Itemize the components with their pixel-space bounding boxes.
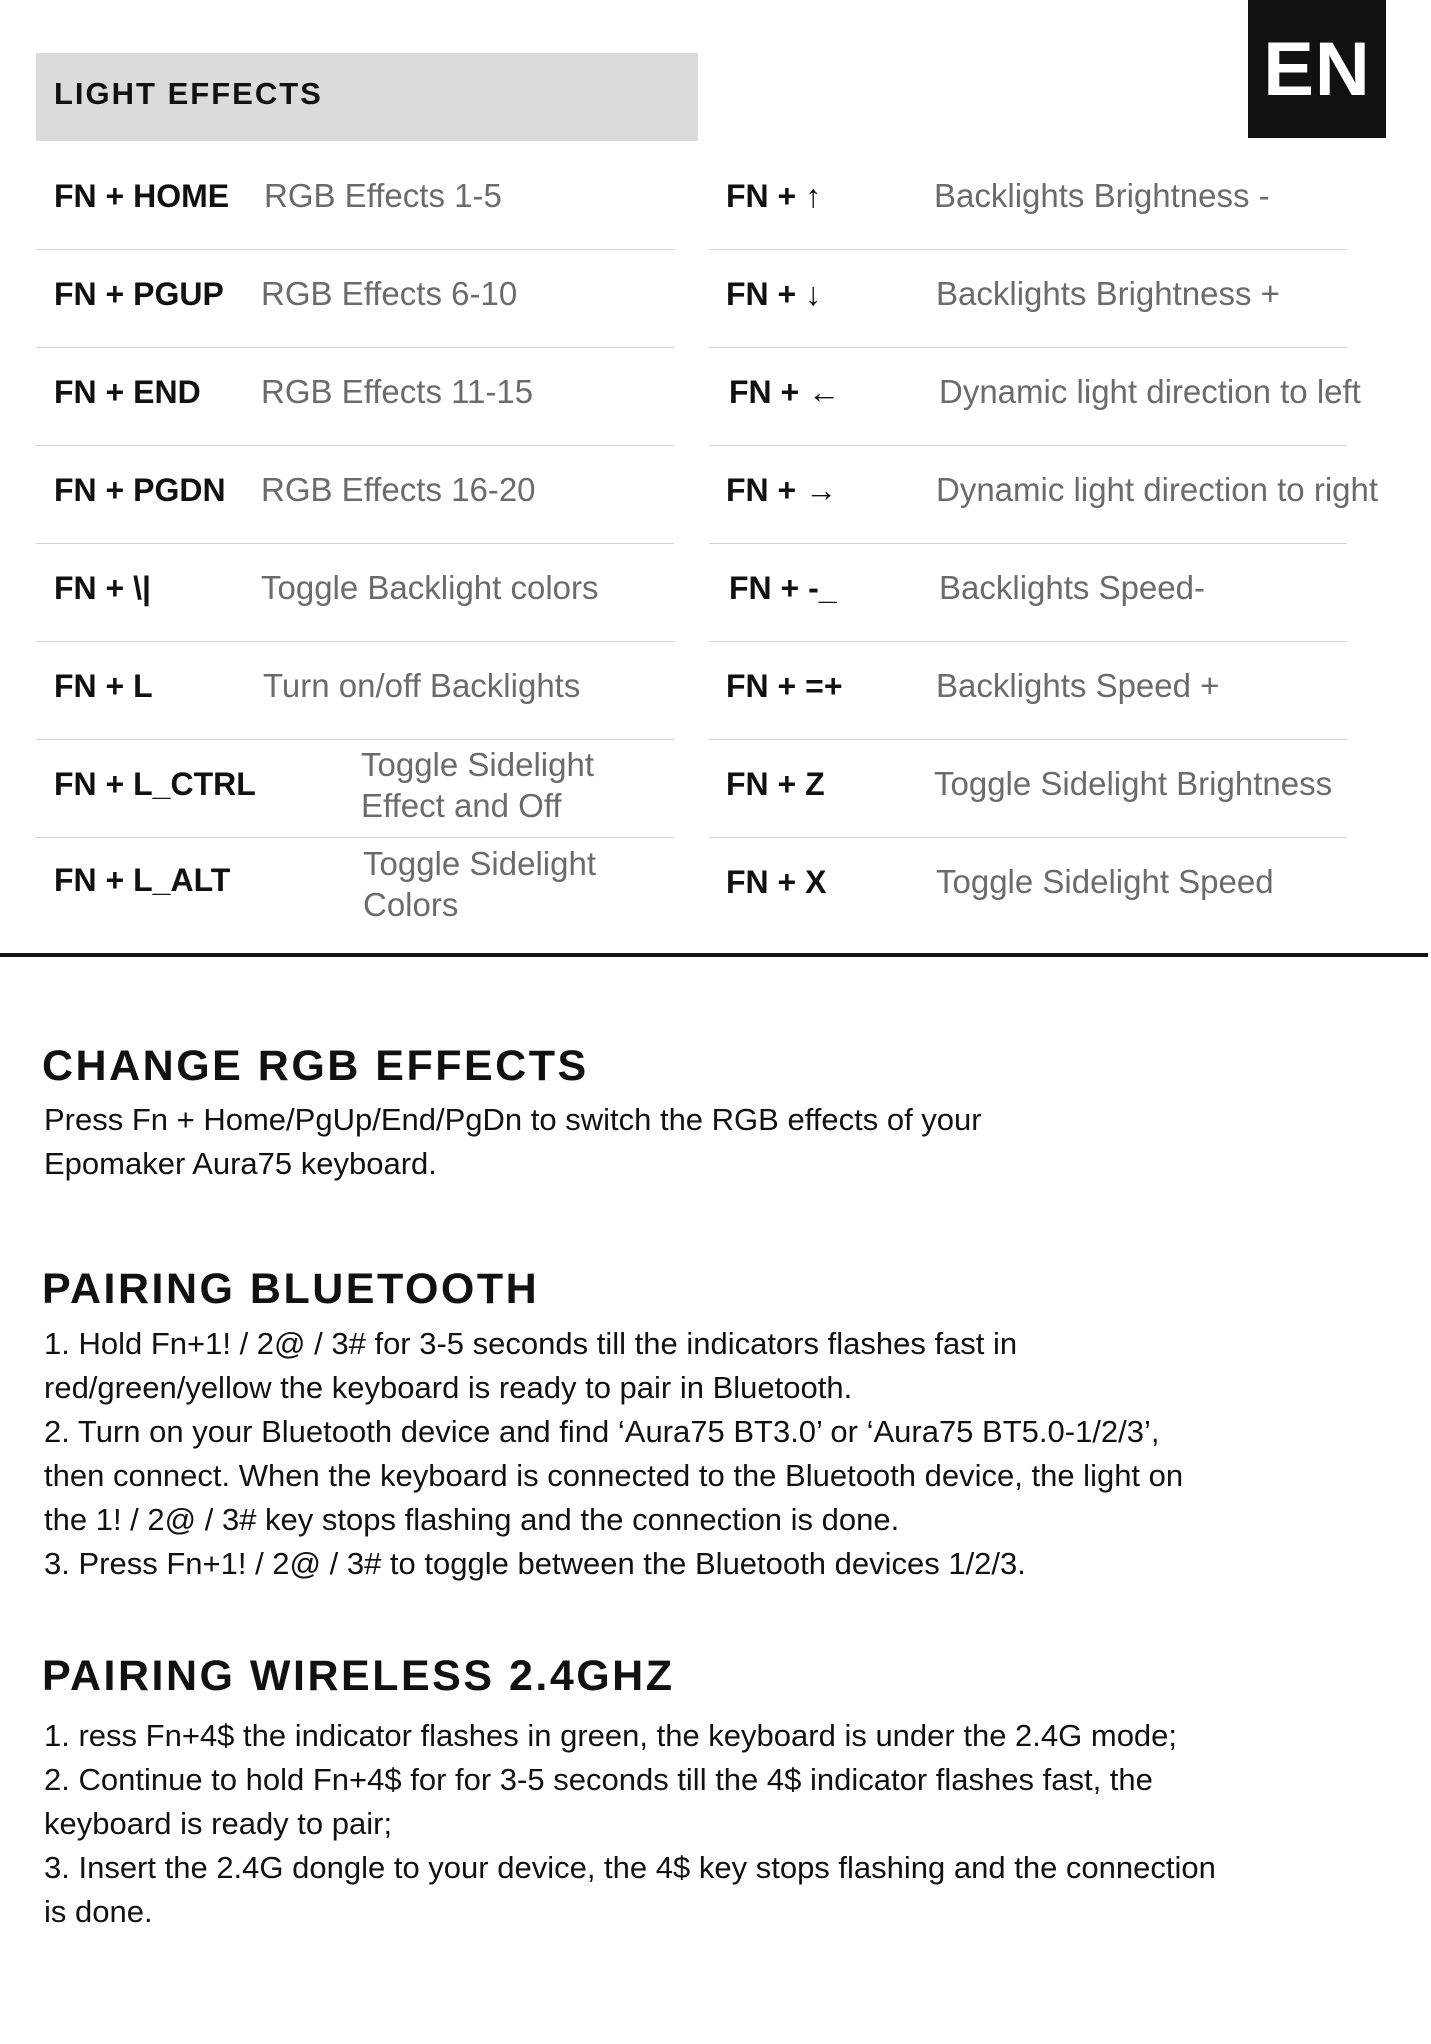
shortcut-key: FN + =+ xyxy=(726,668,843,704)
change-rgb-effects-heading: CHANGE RGB EFFECTS xyxy=(42,1042,589,1090)
text-line: the 1! / 2@ / 3# key stops flashing and the connection is done. xyxy=(44,1502,900,1537)
row-divider xyxy=(36,837,674,838)
shortcut-key: FN + END xyxy=(54,374,201,410)
row-divider xyxy=(709,543,1347,544)
shortcut-key: FN + ↑ xyxy=(726,178,822,214)
row-divider xyxy=(709,249,1347,250)
light-effects-title: LIGHT EFFECTS xyxy=(54,76,323,111)
shortcut-description: Dynamic light direction to left xyxy=(939,373,1361,410)
text-line: Press Fn + Home/PgUp/End/PgDn to switch the RGB effects of your xyxy=(44,1102,982,1137)
shortcut-key: FN + PGDN xyxy=(54,472,226,508)
row-divider xyxy=(709,445,1347,446)
shortcut-description: RGB Effects 11-15 xyxy=(261,373,534,410)
text-line: keyboard is ready to pair; xyxy=(44,1806,393,1841)
row-divider xyxy=(709,837,1347,838)
text-line: 3. Press Fn+1! / 2@ / 3# to toggle between the Bluetooth devices 1/2/3. xyxy=(44,1546,1026,1581)
shortcut-key: FN + HOME xyxy=(54,178,230,214)
shortcut-description: Toggle Sidelight Speed xyxy=(936,863,1274,900)
shortcut-description: Toggle Backlight colors xyxy=(261,569,599,606)
text-line: 1. ress Fn+4$ the indicator flashes in green, the keyboard is under the 2.4G mode; xyxy=(44,1718,1178,1753)
row-divider xyxy=(36,543,674,544)
text-line: then connect. When the keyboard is connected to the Bluetooth device, the light on xyxy=(44,1458,1184,1493)
shortcut-key: FN + L_CTRL xyxy=(54,766,256,802)
change-rgb-effects-text xyxy=(44,1098,982,1186)
row-divider xyxy=(36,739,674,740)
shortcut-description: Backlights Speed- xyxy=(939,569,1205,606)
shortcut-description: Toggle Sidelight Brightness xyxy=(934,765,1333,802)
text-line: Epomaker Aura75 keyboard. xyxy=(44,1146,437,1181)
text-line: 3. Insert the 2.4G dongle to your device, the 4$ key stops flashing and the connection xyxy=(44,1850,1216,1885)
pairing-bluetooth-heading: PAIRING BLUETOOTH xyxy=(42,1265,540,1313)
shortcut-key: FN + Z xyxy=(726,766,825,802)
shortcut-description: Colors xyxy=(363,886,459,923)
row-divider xyxy=(36,347,674,348)
text-line: 2. Continue to hold Fn+4$ for for 3-5 seconds till the 4$ indicator flashes fast, the xyxy=(44,1762,1153,1797)
shortcut-description: RGB Effects 16-20 xyxy=(261,471,536,508)
row-divider xyxy=(709,347,1347,348)
pairing-bluetooth-text xyxy=(44,1322,1183,1586)
shortcut-description: Toggle Sidelight xyxy=(363,845,596,882)
row-divider xyxy=(36,641,674,642)
shortcut-key: FN + L_ALT xyxy=(54,862,231,898)
row-divider xyxy=(36,445,674,446)
shortcut-description: Effect and Off xyxy=(361,787,562,824)
shortcut-description: Toggle Sidelight xyxy=(361,746,594,783)
section-divider xyxy=(0,953,1428,957)
shortcut-key: FN + X xyxy=(726,864,827,900)
shortcut-key: FN + PGUP xyxy=(54,276,224,312)
shortcut-key: FN + ↓ xyxy=(726,276,822,312)
shortcut-key: FN + → xyxy=(726,472,838,508)
text-line: red/green/yellow the keyboard is ready to pair in Bluetooth. xyxy=(44,1370,853,1405)
shortcut-description: Backlights Brightness + xyxy=(936,275,1280,312)
shortcut-description: Backlights Speed + xyxy=(936,667,1220,704)
shortcut-description: RGB Effects 1-5 xyxy=(264,177,502,214)
language-badge: EN xyxy=(1248,0,1386,138)
shortcut-description: Backlights Brightness - xyxy=(934,177,1270,214)
pairing-wireless-text xyxy=(44,1714,1216,1934)
shortcut-key: FN + ← xyxy=(729,374,841,410)
shortcut-key: FN + L xyxy=(54,668,153,704)
shortcut-description: RGB Effects 6-10 xyxy=(261,275,518,312)
shortcut-description: Dynamic light direction to right xyxy=(936,471,1379,508)
row-divider xyxy=(709,739,1347,740)
text-line: 2. Turn on your Bluetooth device and find ‘Aura75 BT3.0’ or ‘Aura75 BT5.0-1/2/3’, xyxy=(44,1414,1160,1449)
pairing-wireless-heading: PAIRING WIRELESS 2.4GHZ xyxy=(42,1652,675,1700)
row-divider xyxy=(709,641,1347,642)
text-line: 1. Hold Fn+1! / 2@ / 3# for 3-5 seconds till the indicators flashes fast in xyxy=(44,1326,1018,1361)
shortcut-key: FN + \| xyxy=(54,570,151,606)
shortcut-description: Turn on/off Backlights xyxy=(263,667,581,704)
row-divider xyxy=(36,249,674,250)
shortcut-key: FN + -_ xyxy=(729,570,837,606)
text-line: is done. xyxy=(44,1894,153,1929)
